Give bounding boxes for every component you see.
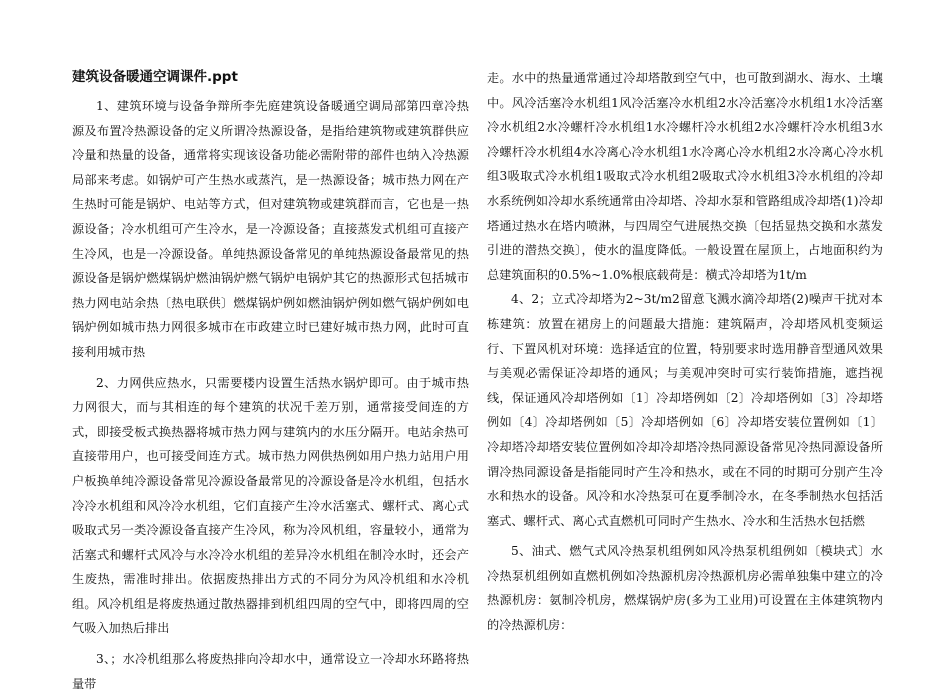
paragraph-3: 3、；水冷机组那么将废热排向冷却水中，通常设立一冷却水环路将热量带 — [72, 652, 469, 691]
paragraph-4: 4、2；立式冷却塔为2~3t/m2留意飞溅水滴冷却塔(2)噪声干扰对本栋建筑：放置在裙房上的问题最大措施：建筑隔声，冷却塔风机变频运行、下置风机对环境：选择适宜的位置，特别要求时选用静音型通风效果与美观必需保证冷却塔的通风；与美观冲突时可实行装饰措施，遮挡视线，保证通风冷却塔例如〔1〕冷却塔例如〔2〕冷却塔例如〔3〕冷却塔例如〔4〕冷却塔例如〔5〕冷却塔例如〔6〕冷却塔安装位置例如〔1〕冷却塔冷却塔安装位置例如冷却冷却塔冷热同源设备常见冷热同源设备所谓冷热同源设备是指能同时产生冷和热水，或在不同的时期可分别产生冷水和热水的设备。风冷和水冷热泵可在夏季制冷水，在冬季制热水包括活塞式、螺杆式、离心式直燃机可同时产生热水、冷水和生活热水包括燃 — [487, 292, 883, 528]
left-column — [72, 66, 469, 696]
paragraph-2: 2、力网供应热水，只需要楼内设置生活热水锅炉即可。由于城市热力网很大，而与其相连的每个建筑的状况千差万别，通常接受间连的方式，即接受板式换热器将城市热力网与建筑内的水压分隔开。电站余热可直接带用户，也可接受间连方式。城市热力网供热例如用户热力站用户用户板换单纯冷源设备常见冷源设备最常见的冷源设备是冷水机组，包括水冷冷水机组和风冷冷水机组，它们直接产生冷水活塞式、螺杆式、离心式吸取式另一类冷源设备直接产生冷风，称为冷风机组，容量较小，通常为活塞式和螺杆式风冷与水冷冷水机组的差异冷水机组在制冷水时，还会产生废热，需准时排出。依据废热排出方式的不同分为风冷机组和水冷机组。风冷机组是将废热通过散热器排到机组四周的空气中，即将四周的空气吸入加热后排出 — [72, 375, 469, 636]
paragraph-5: 5、油式、燃气式风冷热泵机组例如风冷热泵机组例如〔模块式〕水冷热泵机组例如直燃机例如冷热源机房冷热源机房必需单独集中建立的冷热源机房：氨制冷机房，燃煤锅炉房(多为工业用)可设置在主体建筑物内的冷热源机房： — [487, 544, 883, 633]
document-title: 建筑设备暖通空调课件.ppt — [72, 69, 238, 85]
paragraph-3-continued: 走。水中的热量通常通过冷却塔散到空气中，也可散到湖水、海水、土壤中。风冷活塞冷水机组1风冷活塞冷水机组2水冷活塞冷水机组1水冷活塞冷水机组2水冷螺杆冷水机组1水冷螺杆冷水机组2水冷螺杆冷水机组3水冷螺杆冷水机组4水冷离心冷水机组1水冷离心冷水机组2水冷离心冷水机组3吸取式冷水机组1吸取式冷水机组2吸取式冷水机组3冷水机组的冷却水系统例如冷却水系统通常由冷却塔、冷却水泵和管路组成冷却塔(1)冷却塔通过热水在塔内喷淋，与四周空气进展热交换〔包括显热交换和水蒸发引进的潜热交换〕，使水的温度降低。一般设置在屋顶上，占地面积约为总建筑面积的0.5%~1.0%根底载荷是：横式冷却塔为1t/m — [487, 71, 883, 282]
paragraph-1: 1、建筑环境与设备争辩所李先庭建筑设备暖通空调局部第四章冷热源及布置冷热源设备的定义所谓冷热源设备，是指给建筑物或建筑群供应冷量和热量的设备，通常将实现该设备功能必需附带的部件也纳入冷热源局部来考虑。如锅炉可产生热水或蒸汽，是一热源设备；城市热力网在产生热时可能是锅炉、电站等方式，但对建筑物或建筑群而言，它也是一热源设备；冷水机组可产生冷水，是一冷源设备；直接蒸发式机组可直接产生冷风，也是一冷源设备。单纯热源设备常见的单纯热源设备最常见的热源设备是锅炉燃煤锅炉燃油锅炉燃气锅炉电锅炉其它的热源形式包括城市热力网电站余热〔热电联供〕燃煤锅炉例如燃油锅炉例如燃气锅炉例如电锅炉例如城市热力网很多城市在市政建立时已建好城市热力网，此时可直接利用城市热 — [72, 99, 469, 359]
right-column — [487, 66, 883, 638]
